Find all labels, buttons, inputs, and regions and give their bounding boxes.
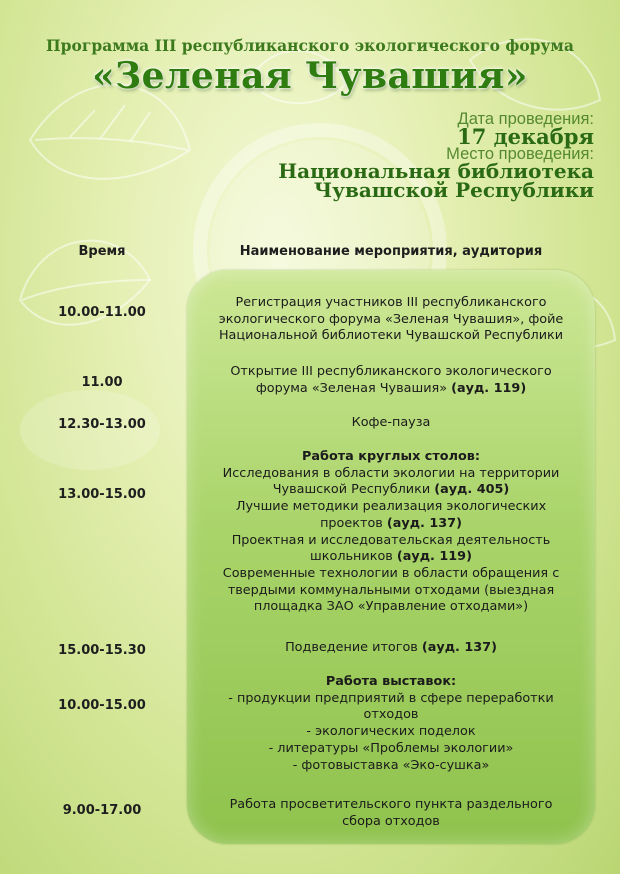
event-cell (187, 674, 595, 774)
place-line-1: Национальная библиотека (278, 159, 594, 183)
event-info (278, 112, 594, 200)
event-text: форума «Зеленая Чувашия» (255, 380, 452, 396)
column-header-event: Наименование мероприятия, аудитория (239, 244, 543, 259)
time-cell: 10.00-15.00 (58, 698, 146, 713)
room-number: (ауд. 119) (451, 380, 527, 396)
time-cell: 15.00-15.30 (58, 643, 146, 658)
event-line (187, 516, 595, 533)
event-line: Кофе-пауза (351, 415, 431, 430)
event-line (187, 482, 595, 499)
event-cell (187, 449, 595, 616)
date-value: 17 декабря (457, 124, 594, 149)
event-line: Современные технологии в области обращения с (222, 565, 560, 581)
event-line: площадка ЗАО «Управление отходами») (253, 599, 529, 615)
event-line: - литературы «Проблемы экологии» (268, 740, 514, 756)
event-cell (187, 295, 595, 345)
date-label: Дата проведения: (457, 110, 594, 128)
event-text: Подведение итогов (285, 640, 422, 655)
time-cell: 11.00 (81, 375, 123, 390)
room-number: (ауд. 405) (434, 482, 510, 498)
event-line: Лучшие методики реализация экологических (235, 499, 547, 515)
event-cell (187, 640, 595, 657)
room-number: (ауд. 119) (396, 549, 472, 565)
time-cell: 13.00-15.00 (58, 487, 146, 502)
time-cell: 10.00-11.00 (58, 305, 146, 320)
event-cell (187, 415, 595, 432)
event-line: Национальной библиотеки Чувашской Республики (218, 328, 564, 344)
time-cell: 9.00-17.00 (62, 803, 142, 818)
place-line-2: Чувашской Республики (313, 178, 594, 202)
event-line: - продукции предприятий в сфере переработки (228, 690, 554, 706)
event-cell (187, 364, 595, 397)
event-heading-text: Работа круглых столов: (302, 449, 480, 464)
event-line (187, 549, 595, 566)
forum-title: «Зеленая Чувашия» (92, 55, 528, 97)
event-line (187, 381, 595, 398)
event-line: Открытие III республиканского экологического (230, 364, 552, 379)
event-heading-text: Работа выставок: (325, 674, 457, 689)
room-number: (ауд. 137) (421, 640, 497, 655)
event-line: Работа просветительского пункта раздельного (229, 797, 553, 812)
event-line (187, 640, 595, 657)
event-text: Чувашской Республики (272, 482, 435, 498)
event-heading (187, 674, 595, 691)
event-cell (187, 797, 595, 830)
event-line: - фотовыставка «Эко-сушка» (292, 757, 490, 773)
event-heading (187, 449, 595, 466)
event-text: проектов (320, 515, 387, 531)
event-line: сбора отходов (342, 813, 440, 829)
event-line: твердыми коммунальными отходами (выездная (227, 582, 555, 598)
event-line: Регистрация участников III республиканского (235, 295, 547, 310)
event-text: школьников (310, 549, 397, 565)
time-cell: 12.30-13.00 (58, 417, 146, 432)
column-header-time: Время (78, 244, 126, 259)
event-line: - экологических поделок (306, 724, 476, 740)
place-label: Место проведения: (446, 145, 594, 163)
room-number: (ауд. 137) (386, 515, 462, 531)
program-subtitle: Программа III республиканского экологического форума (46, 36, 574, 55)
event-line: Проектная и исследовательская деятельность (231, 532, 551, 548)
event-line: экологического форума «Зеленая Чувашия», фойе (218, 311, 564, 327)
event-line: отходов (363, 707, 419, 723)
event-line: Исследования в области экологии на территории (222, 465, 560, 481)
